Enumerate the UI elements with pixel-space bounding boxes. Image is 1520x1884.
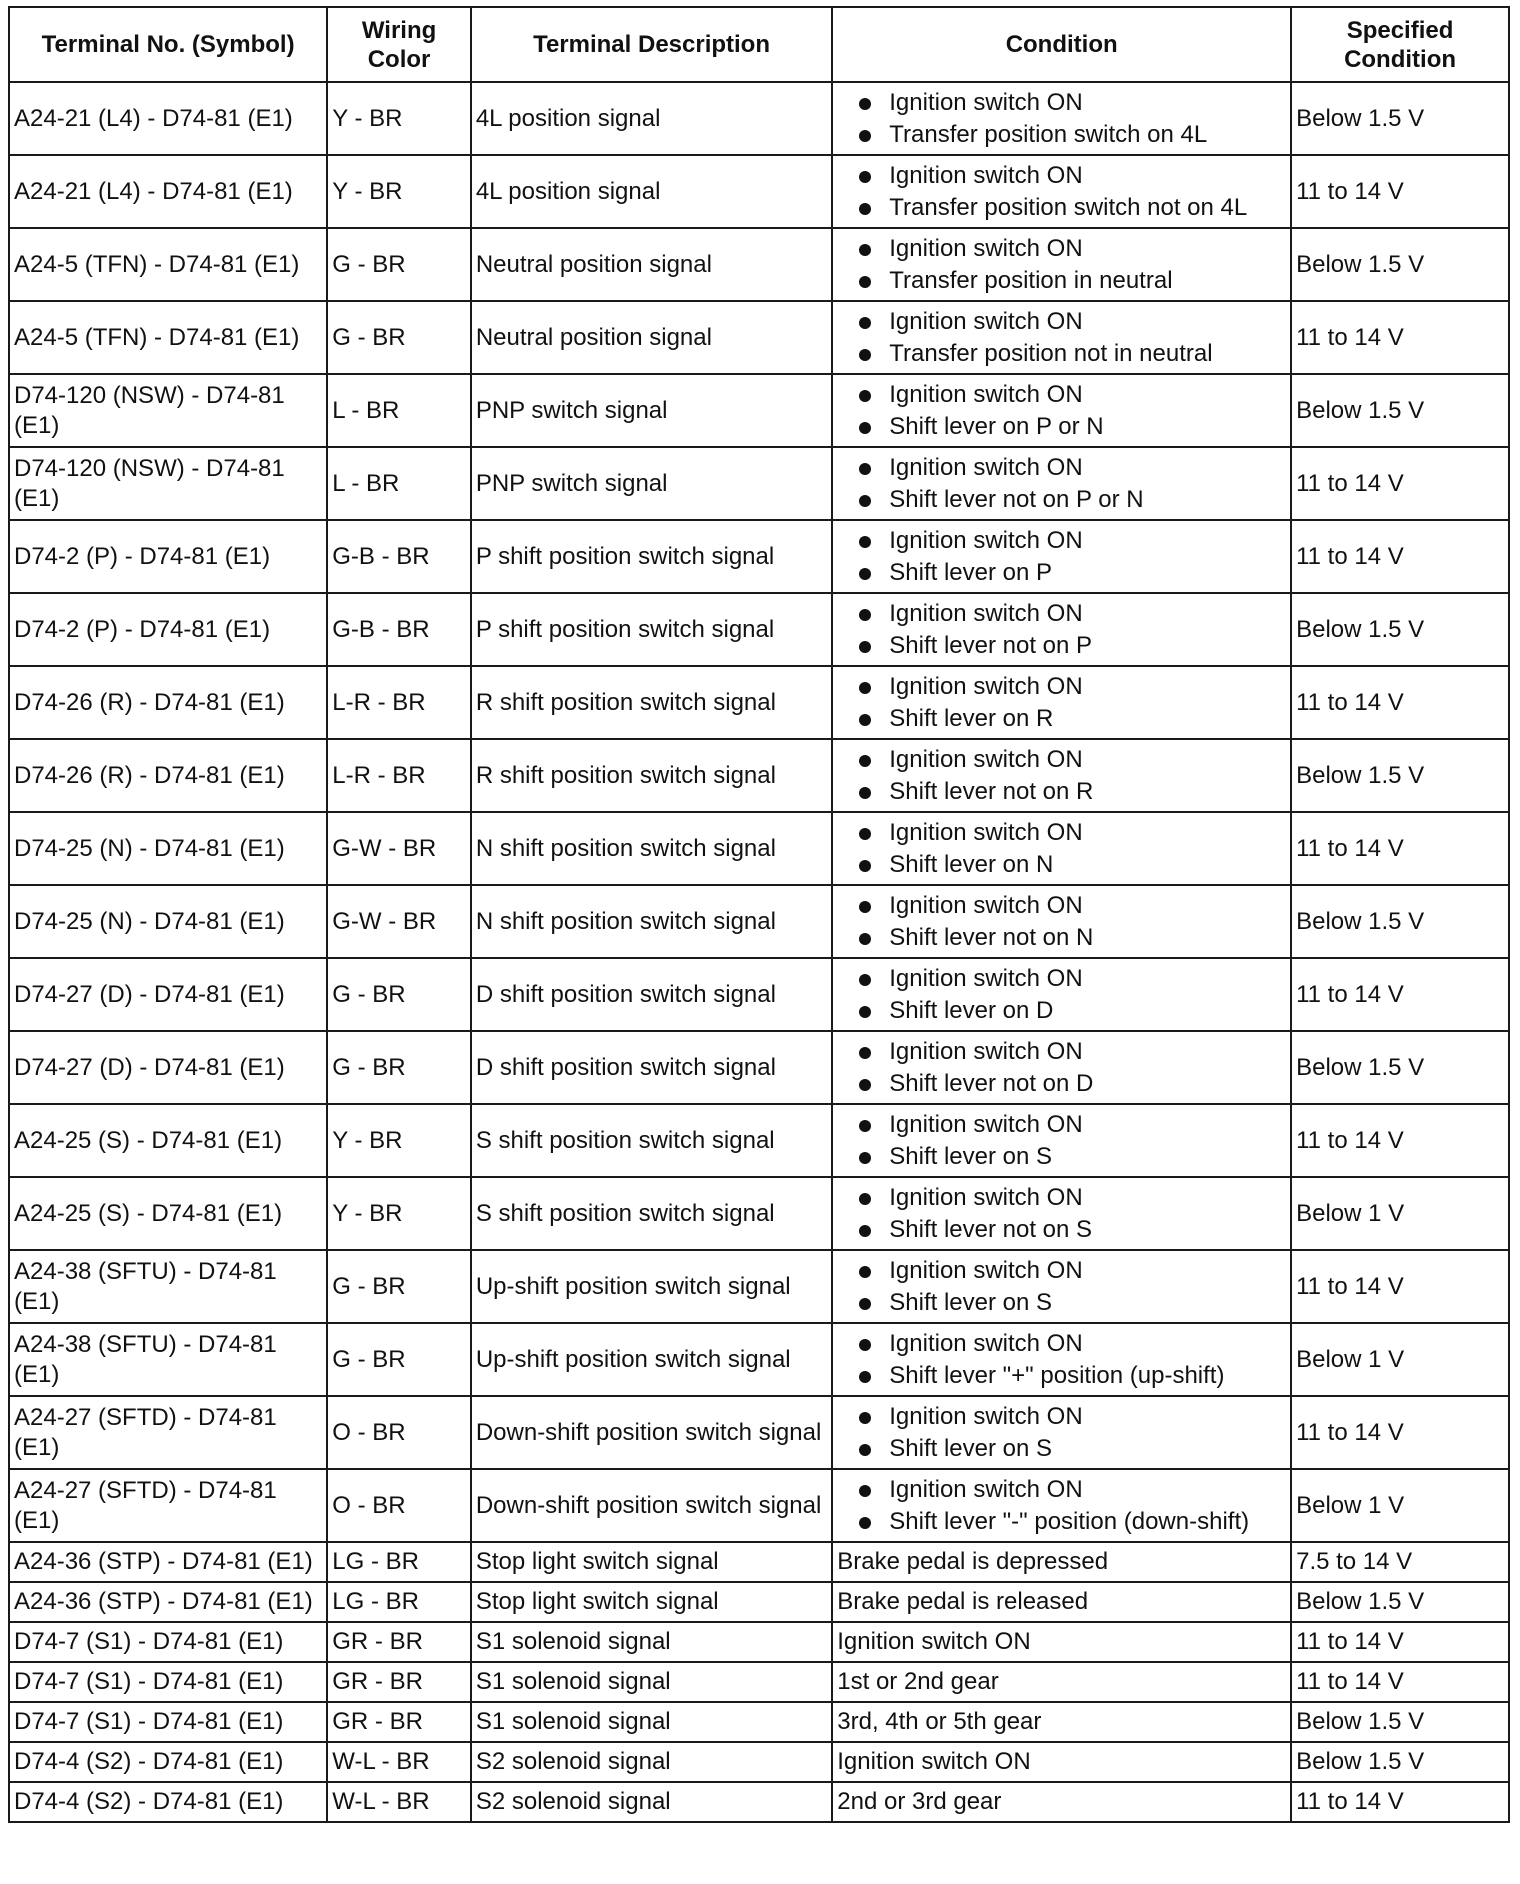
specified-condition-cell: Below 1.5 V (1291, 739, 1509, 812)
description-cell: Neutral position signal (471, 228, 832, 301)
description-cell: S1 solenoid signal (471, 1622, 832, 1662)
specified-condition-cell: Below 1.5 V (1291, 885, 1509, 958)
condition-item: Transfer position switch not on 4L (859, 192, 1286, 224)
specified-condition-cell: 11 to 14 V (1291, 958, 1509, 1031)
specified-condition-cell: 11 to 14 V (1291, 1782, 1509, 1822)
description-cell: PNP switch signal (471, 374, 832, 447)
condition-list (837, 379, 1286, 443)
condition-cell (832, 228, 1291, 301)
specified-condition-cell: 11 to 14 V (1291, 666, 1509, 739)
condition-item: Shift lever "+" position (up-shift) (859, 1360, 1286, 1392)
condition-item: Shift lever on N (859, 849, 1286, 881)
wiring-color-cell: G - BR (327, 1250, 471, 1323)
specified-condition-cell: Below 1.5 V (1291, 1742, 1509, 1782)
condition-item: Shift lever on R (859, 703, 1286, 735)
terminal-cell: D74-2 (P) - D74-81 (E1) (9, 520, 327, 593)
table-row (9, 155, 1509, 228)
description-cell: S shift position switch signal (471, 1177, 832, 1250)
condition-list (837, 963, 1286, 1027)
specified-condition-cell: 11 to 14 V (1291, 155, 1509, 228)
condition-item: Ignition switch ON (859, 1255, 1286, 1287)
description-cell: S2 solenoid signal (471, 1742, 832, 1782)
condition-item: Shift lever on S (859, 1287, 1286, 1319)
terminal-cell: D74-2 (P) - D74-81 (E1) (9, 593, 327, 666)
condition-list (837, 160, 1286, 224)
table-row (9, 1782, 1509, 1822)
wiring-color-cell: O - BR (327, 1396, 471, 1469)
condition-list (837, 1474, 1286, 1538)
condition-item: Ignition switch ON (859, 306, 1286, 338)
terminal-cell: A24-5 (TFN) - D74-81 (E1) (9, 228, 327, 301)
header-specified-condition: Specified Condition (1291, 7, 1509, 82)
header-terminal: Terminal No. (Symbol) (9, 7, 327, 82)
description-cell: D shift position switch signal (471, 1031, 832, 1104)
condition-item: Ignition switch ON (859, 1109, 1286, 1141)
condition-item: Shift lever not on P or N (859, 484, 1286, 516)
condition-cell (832, 1323, 1291, 1396)
table-row (9, 82, 1509, 155)
wiring-color-cell: Y - BR (327, 82, 471, 155)
specified-condition-cell: 11 to 14 V (1291, 1104, 1509, 1177)
condition-list (837, 1401, 1286, 1465)
condition-cell: Brake pedal is depressed (832, 1542, 1291, 1582)
specified-condition-cell: 11 to 14 V (1291, 1662, 1509, 1702)
table-row (9, 958, 1509, 1031)
terminal-cell: A24-25 (S) - D74-81 (E1) (9, 1177, 327, 1250)
terminal-cell: D74-26 (R) - D74-81 (E1) (9, 739, 327, 812)
terminal-cell: D74-7 (S1) - D74-81 (E1) (9, 1702, 327, 1742)
condition-item: Ignition switch ON (859, 744, 1286, 776)
header-row (9, 7, 1509, 82)
condition-list (837, 671, 1286, 735)
wiring-color-cell: L-R - BR (327, 739, 471, 812)
condition-list (837, 817, 1286, 881)
wiring-color-cell: Y - BR (327, 1104, 471, 1177)
condition-cell (832, 1250, 1291, 1323)
table-row (9, 812, 1509, 885)
condition-cell: 2nd or 3rd gear (832, 1782, 1291, 1822)
wiring-color-cell: G - BR (327, 1031, 471, 1104)
condition-list (837, 87, 1286, 151)
condition-item: Shift lever not on R (859, 776, 1286, 808)
condition-cell (832, 739, 1291, 812)
wiring-color-cell: G-B - BR (327, 593, 471, 666)
wiring-color-cell: GR - BR (327, 1702, 471, 1742)
description-cell: Up-shift position switch signal (471, 1323, 832, 1396)
table-row (9, 1469, 1509, 1542)
condition-item: Shift lever not on P (859, 630, 1286, 662)
table-row (9, 1662, 1509, 1702)
table-row (9, 1582, 1509, 1622)
terminal-cell: D74-27 (D) - D74-81 (E1) (9, 958, 327, 1031)
condition-item: Ignition switch ON (859, 1182, 1286, 1214)
specified-condition-cell: 11 to 14 V (1291, 1250, 1509, 1323)
wiring-color-cell: G - BR (327, 1323, 471, 1396)
wiring-color-cell: L - BR (327, 447, 471, 520)
description-cell: R shift position switch signal (471, 739, 832, 812)
terminal-check-sheet (8, 6, 1510, 1878)
condition-list (837, 1036, 1286, 1100)
wiring-color-cell: G - BR (327, 228, 471, 301)
condition-cell (832, 593, 1291, 666)
condition-item: Ignition switch ON (859, 671, 1286, 703)
condition-cell (832, 155, 1291, 228)
condition-item: Ignition switch ON (859, 598, 1286, 630)
condition-cell (832, 666, 1291, 739)
table-row (9, 1250, 1509, 1323)
wiring-color-cell: GR - BR (327, 1662, 471, 1702)
terminal-cell: A24-21 (L4) - D74-81 (E1) (9, 155, 327, 228)
description-cell: 4L position signal (471, 155, 832, 228)
table-row (9, 301, 1509, 374)
wiring-color-cell: GR - BR (327, 1622, 471, 1662)
table-row (9, 520, 1509, 593)
wiring-color-cell: Y - BR (327, 155, 471, 228)
wiring-color-cell: O - BR (327, 1469, 471, 1542)
condition-list (837, 1255, 1286, 1319)
condition-item: Ignition switch ON (859, 817, 1286, 849)
condition-item: Ignition switch ON (859, 890, 1286, 922)
table-row (9, 666, 1509, 739)
specified-condition-cell: 11 to 14 V (1291, 520, 1509, 593)
terminal-cell: D74-7 (S1) - D74-81 (E1) (9, 1622, 327, 1662)
wiring-color-cell: G-W - BR (327, 812, 471, 885)
terminal-cell: D74-4 (S2) - D74-81 (E1) (9, 1742, 327, 1782)
description-cell: Down-shift position switch signal (471, 1469, 832, 1542)
condition-item: Ignition switch ON (859, 1036, 1286, 1068)
condition-cell: Ignition switch ON (832, 1742, 1291, 1782)
condition-cell (832, 1177, 1291, 1250)
condition-item: Shift lever on P or N (859, 411, 1286, 443)
wiring-color-cell: W-L - BR (327, 1782, 471, 1822)
condition-item: Transfer position switch on 4L (859, 119, 1286, 151)
table-row (9, 1622, 1509, 1662)
condition-item: Ignition switch ON (859, 1474, 1286, 1506)
condition-cell (832, 1104, 1291, 1177)
specified-condition-cell: 11 to 14 V (1291, 812, 1509, 885)
wiring-color-cell: G - BR (327, 301, 471, 374)
specified-condition-cell: 11 to 14 V (1291, 1622, 1509, 1662)
terminal-cell: A24-21 (L4) - D74-81 (E1) (9, 82, 327, 155)
terminal-cell: A24-27 (SFTD) - D74-81 (E1) (9, 1396, 327, 1469)
description-cell: P shift position switch signal (471, 520, 832, 593)
condition-item: Ignition switch ON (859, 379, 1286, 411)
wiring-color-cell: G-W - BR (327, 885, 471, 958)
condition-cell (832, 1031, 1291, 1104)
description-cell: 4L position signal (471, 82, 832, 155)
terminal-cell: A24-38 (SFTU) - D74-81 (E1) (9, 1250, 327, 1323)
description-cell: S shift position switch signal (471, 1104, 832, 1177)
condition-cell (832, 1469, 1291, 1542)
wiring-color-cell: L - BR (327, 374, 471, 447)
terminal-cell: A24-25 (S) - D74-81 (E1) (9, 1104, 327, 1177)
table-row (9, 1742, 1509, 1782)
condition-cell (832, 301, 1291, 374)
terminal-cell: D74-120 (NSW) - D74-81 (E1) (9, 374, 327, 447)
condition-item: Shift lever not on S (859, 1214, 1286, 1246)
table-row (9, 1323, 1509, 1396)
condition-item: Ignition switch ON (859, 963, 1286, 995)
terminal-cell: D74-25 (N) - D74-81 (E1) (9, 812, 327, 885)
terminal-cell: D74-26 (R) - D74-81 (E1) (9, 666, 327, 739)
specified-condition-cell: 11 to 14 V (1291, 301, 1509, 374)
condition-cell: Ignition switch ON (832, 1622, 1291, 1662)
condition-cell (832, 885, 1291, 958)
terminal-cell: A24-5 (TFN) - D74-81 (E1) (9, 301, 327, 374)
specified-condition-cell: 7.5 to 14 V (1291, 1542, 1509, 1582)
condition-list (837, 233, 1286, 297)
description-cell: S2 solenoid signal (471, 1782, 832, 1822)
condition-list (837, 1109, 1286, 1173)
condition-item: Transfer position not in neutral (859, 338, 1286, 370)
condition-item: Shift lever on P (859, 557, 1286, 589)
table-row (9, 1542, 1509, 1582)
condition-cell: Brake pedal is released (832, 1582, 1291, 1622)
table-row (9, 447, 1509, 520)
terminal-cell: D74-27 (D) - D74-81 (E1) (9, 1031, 327, 1104)
description-cell: R shift position switch signal (471, 666, 832, 739)
description-cell: N shift position switch signal (471, 885, 832, 958)
condition-cell: 1st or 2nd gear (832, 1662, 1291, 1702)
table-header (9, 7, 1509, 82)
table-row (9, 228, 1509, 301)
specified-condition-cell: 11 to 14 V (1291, 1396, 1509, 1469)
description-cell: Up-shift position switch signal (471, 1250, 832, 1323)
description-cell: Neutral position signal (471, 301, 832, 374)
specified-condition-cell: Below 1.5 V (1291, 228, 1509, 301)
terminal-cell: A24-36 (STP) - D74-81 (E1) (9, 1542, 327, 1582)
condition-item: Shift lever not on N (859, 922, 1286, 954)
wiring-color-cell: G-B - BR (327, 520, 471, 593)
wiring-color-cell: Y - BR (327, 1177, 471, 1250)
condition-item: Transfer position in neutral (859, 265, 1286, 297)
description-cell: P shift position switch signal (471, 593, 832, 666)
table-row (9, 1702, 1509, 1742)
specified-condition-cell: Below 1.5 V (1291, 374, 1509, 447)
table-body (9, 82, 1509, 1822)
condition-list (837, 306, 1286, 370)
header-terminal-description: Terminal Description (471, 7, 832, 82)
terminal-cell: D74-4 (S2) - D74-81 (E1) (9, 1782, 327, 1822)
table-row (9, 1031, 1509, 1104)
terminal-cell: A24-38 (SFTU) - D74-81 (E1) (9, 1323, 327, 1396)
condition-item: Ignition switch ON (859, 160, 1286, 192)
specified-condition-cell: Below 1.5 V (1291, 1031, 1509, 1104)
condition-item: Shift lever "-" position (down-shift) (859, 1506, 1286, 1538)
condition-cell (832, 812, 1291, 885)
wiring-color-cell: LG - BR (327, 1542, 471, 1582)
terminal-table (8, 6, 1510, 1823)
terminal-cell: A24-36 (STP) - D74-81 (E1) (9, 1582, 327, 1622)
condition-cell (832, 1396, 1291, 1469)
header-wiring-color: Wiring Color (327, 7, 471, 82)
condition-list (837, 744, 1286, 808)
specified-condition-cell: Below 1.5 V (1291, 1702, 1509, 1742)
condition-item: Ignition switch ON (859, 452, 1286, 484)
description-cell: D shift position switch signal (471, 958, 832, 1031)
condition-cell (832, 958, 1291, 1031)
condition-list (837, 1328, 1286, 1392)
table-row (9, 739, 1509, 812)
condition-item: Ignition switch ON (859, 1328, 1286, 1360)
table-row (9, 885, 1509, 958)
specified-condition-cell: Below 1.5 V (1291, 593, 1509, 666)
condition-list (837, 1182, 1286, 1246)
specified-condition-cell: Below 1.5 V (1291, 82, 1509, 155)
condition-cell (832, 82, 1291, 155)
wiring-color-cell: W-L - BR (327, 1742, 471, 1782)
table-row (9, 1177, 1509, 1250)
condition-item: Ignition switch ON (859, 1401, 1286, 1433)
wiring-color-cell: LG - BR (327, 1582, 471, 1622)
condition-list (837, 890, 1286, 954)
specified-condition-cell: 11 to 14 V (1291, 447, 1509, 520)
condition-list (837, 598, 1286, 662)
table-row (9, 374, 1509, 447)
wiring-color-cell: L-R - BR (327, 666, 471, 739)
condition-item: Shift lever on S (859, 1433, 1286, 1465)
wiring-color-cell: G - BR (327, 958, 471, 1031)
condition-cell (832, 374, 1291, 447)
description-cell: Stop light switch signal (471, 1542, 832, 1582)
condition-item: Ignition switch ON (859, 525, 1286, 557)
condition-item: Ignition switch ON (859, 233, 1286, 265)
terminal-cell: D74-25 (N) - D74-81 (E1) (9, 885, 327, 958)
description-cell: Down-shift position switch signal (471, 1396, 832, 1469)
terminal-cell: A24-27 (SFTD) - D74-81 (E1) (9, 1469, 327, 1542)
condition-cell (832, 520, 1291, 593)
condition-item: Ignition switch ON (859, 87, 1286, 119)
description-cell: S1 solenoid signal (471, 1662, 832, 1702)
condition-cell: 3rd, 4th or 5th gear (832, 1702, 1291, 1742)
specified-condition-cell: Below 1 V (1291, 1323, 1509, 1396)
terminal-cell: D74-7 (S1) - D74-81 (E1) (9, 1662, 327, 1702)
table-row (9, 1104, 1509, 1177)
description-cell: PNP switch signal (471, 447, 832, 520)
condition-list (837, 525, 1286, 589)
description-cell: S1 solenoid signal (471, 1702, 832, 1742)
description-cell: Stop light switch signal (471, 1582, 832, 1622)
specified-condition-cell: Below 1 V (1291, 1177, 1509, 1250)
terminal-cell: D74-120 (NSW) - D74-81 (E1) (9, 447, 327, 520)
condition-item: Shift lever on D (859, 995, 1286, 1027)
condition-list (837, 452, 1286, 516)
header-condition: Condition (832, 7, 1291, 82)
specified-condition-cell: Below 1 V (1291, 1469, 1509, 1542)
table-row (9, 1396, 1509, 1469)
condition-cell (832, 447, 1291, 520)
condition-item: Shift lever not on D (859, 1068, 1286, 1100)
condition-item: Shift lever on S (859, 1141, 1286, 1173)
specified-condition-cell: Below 1.5 V (1291, 1582, 1509, 1622)
description-cell: N shift position switch signal (471, 812, 832, 885)
table-row (9, 593, 1509, 666)
